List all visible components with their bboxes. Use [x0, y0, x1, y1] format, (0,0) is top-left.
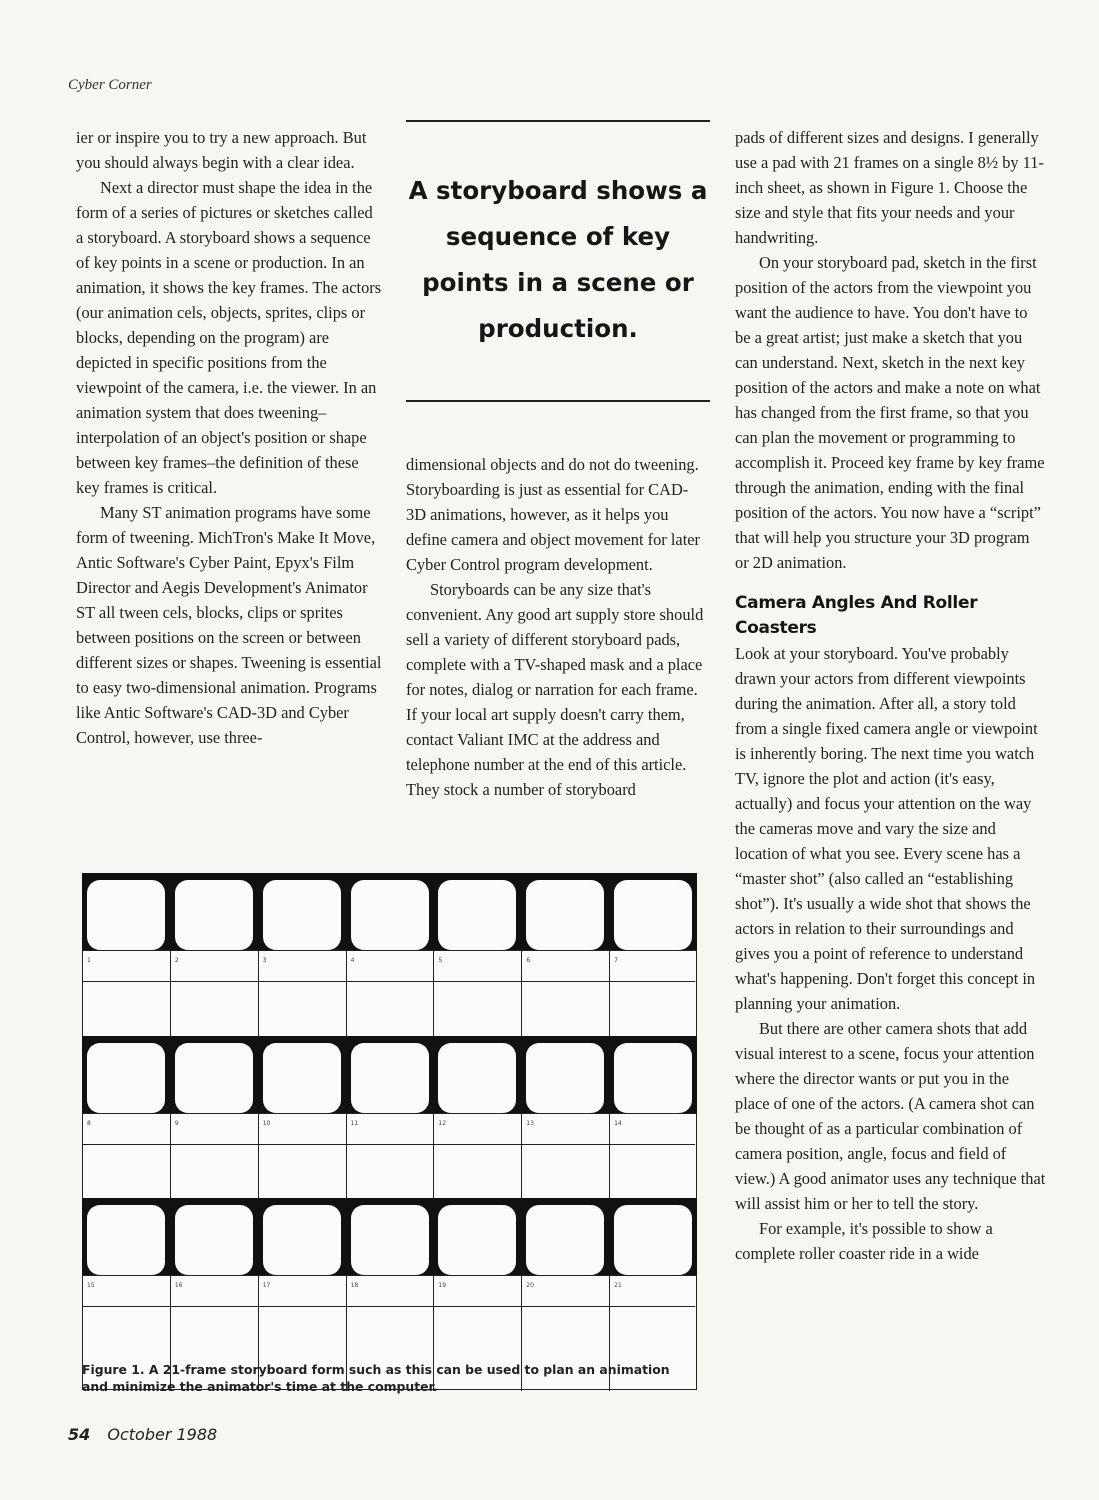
storyboard-frame [175, 1043, 253, 1113]
paragraph: ier or inspire you to try a new approach. But you should always begin with a clear idea. [76, 128, 367, 172]
storyboard-figure [82, 873, 697, 1344]
storyboard-frame [614, 1043, 692, 1113]
storyboard-frame [263, 1043, 341, 1113]
subhead: Camera Angles And Roller Coasters [735, 593, 978, 638]
storyboard-frame [351, 880, 429, 950]
storyboard-screen-row [82, 1036, 697, 1120]
pull-quote [406, 120, 710, 402]
paragraph: Next a director must shape the idea in the form of a series of pictures or sketches called a storyboard. A storyboard shows a sequence of key points in a scene or production. In an animation, it shows the key frames. The actors (our animation cels, objects, sprites, clips or blocks, depending on the program) are depicted in specific positions from the viewpoint of the camera, i.e. the viewer. In an animation system that does tweening–interpolation of an object's position or shape between key frames–the definition of these key frames is critical. [76, 178, 382, 497]
storyboard-divider [83, 981, 695, 982]
storyboard-frame [614, 1205, 692, 1275]
storyboard-frame [263, 880, 341, 950]
storyboard-frame [175, 880, 253, 950]
paragraph: But there are other camera shots that add visual interest to a scene, focus your attention where the director wants or put you in the place of one of the actors. (A camera shot can be thought of as a particular combination of camera position, angle, focus and field of view.) A good animator uses any technique that will assist him or her to tell the story. [735, 1019, 1046, 1213]
storyboard-frame [351, 1043, 429, 1113]
storyboard-frame-number: 9 [174, 1120, 179, 1127]
storyboard-frame [614, 880, 692, 950]
storyboard-frame [526, 1043, 604, 1113]
running-head: Cyber Corner [68, 77, 152, 93]
storyboard-frame [87, 1205, 165, 1275]
paragraph: pads of different sizes and designs. I generally use a pad with 21 frames on a single 8½ by 11-inch sheet, as shown in Figure 1. Choose the size and style that fits your needs and your handwriting. [735, 128, 1044, 247]
storyboard-frame [438, 1043, 516, 1113]
storyboard-frame-number: 20 [526, 1282, 534, 1289]
storyboard-divider [83, 1144, 695, 1145]
pull-quote-top-rule [406, 120, 710, 122]
storyboard-frame-number: 17 [262, 1282, 271, 1289]
storyboard-frame-number: 11 [350, 1120, 359, 1127]
storyboard-frame-number: 15 [87, 1282, 95, 1289]
paragraph: On your storyboard pad, sketch in the first position of the actors from the viewpoint you want the audience to have. You don't have to be a great artist; just make a sketch that you can understand. Next, sketch in the next key position of the actors and make a note on what has changed from the first frame, so that you can plan the movement or programming to accomplish it. Proceed key frame by key frame through the animation, ending with the final position of the actors. You now have a “script” that will help you structure your 3D program or 2D animation. [735, 253, 1045, 572]
storyboard-screen-row [82, 1198, 697, 1282]
pull-quote-text: A storyboard shows a sequence of key points in a scene or production. [408, 176, 708, 343]
storyboard-frame [263, 1205, 341, 1275]
storyboard-frame-number: 21 [614, 1282, 622, 1289]
storyboard-frame-number: 19 [438, 1282, 447, 1289]
storyboard-frame [175, 1205, 253, 1275]
paragraph: Storyboards can be any size that's convenient. Any good art supply store should sell a variety of different storyboard pads, complete with a TV-shaped mask and a place for notes, dialog or narration for each frame. If your local art supply doesn't carry them, contact Valiant IMC at the address and telephone number at the end of this article. They stock a number of storyboard [406, 580, 704, 799]
column-3 [735, 125, 1047, 1266]
storyboard-frame-number: 5 [438, 957, 443, 964]
storyboard-frame-number: 8 [87, 1120, 91, 1127]
storyboard-frame [87, 880, 165, 950]
storyboard-frame [526, 880, 604, 950]
paragraph: For example, it's possible to show a complete roller coaster ride in a wide [735, 1219, 993, 1263]
storyboard-frame-number: 2 [174, 957, 179, 964]
storyboard-frame [526, 1205, 604, 1275]
storyboard-frame-number: 3 [262, 957, 267, 964]
storyboard-frame-number: 4 [350, 957, 355, 964]
storyboard-screen-row [82, 873, 697, 957]
paragraph: dimensional objects and do not do tweening. Storyboarding is just as essential for CAD-3D animations, however, as it helps you define camera and object movement for later Cyber Control program development. [406, 455, 700, 574]
storyboard-frame [438, 880, 516, 950]
folio [68, 1425, 217, 1444]
paragraph: Look at your storyboard. You've probably drawn your actors from different viewpoints during the animation. After all, a story told from a single fixed camera angle or viewpoint is inherently boring. The next time you watch TV, ignore the plot and action (it's easy, actually) and focus your attention on the way the cameras move and vary the size and location of what you see. Every scene has a “master shot” (also called an “establishing shot”). It's usually a wide shot that shows the actors in relation to their surroundings and gives you a point of reference to understand what's happening. Don't forget this concept in planning your animation. [735, 644, 1038, 1013]
page-number: 54 [68, 1425, 91, 1444]
column-2 [406, 452, 706, 802]
storyboard-frame-number: 13 [526, 1120, 534, 1127]
paragraph: Many ST animation programs have some form of tweening. MichTron's Make It Move, Antic Software's Cyber Paint, Epyx's Film Director and Aegis Development's Animator ST all tween cels, blocks, clips or sprites between positions on the screen or between different sizes or shapes. Tweening is essential to easy two-dimensional animation. Programs like Antic Software's CAD-3D and Cyber Control, however, use three- [76, 503, 382, 747]
figure-caption: Figure 1. A 21-frame storyboard form such as this can be used to plan an animation and minimize the animator's time at the computer. [82, 1362, 670, 1394]
storyboard-frame-number: 12 [438, 1120, 447, 1127]
column-1 [76, 125, 384, 750]
storyboard-frame [438, 1205, 516, 1275]
issue-date: October 1988 [107, 1425, 218, 1444]
pull-quote-bottom-rule [406, 400, 710, 402]
storyboard-frame-number: 1 [87, 957, 91, 964]
storyboard-frame-number: 7 [614, 957, 618, 964]
storyboard-frame-number: 14 [614, 1120, 622, 1127]
storyboard-frame-number: 18 [350, 1282, 359, 1289]
storyboard-frame [351, 1205, 429, 1275]
storyboard-frame-number: 16 [174, 1282, 183, 1289]
storyboard-frame-number: 10 [262, 1120, 271, 1127]
storyboard-divider [83, 1306, 695, 1307]
storyboard-frame [87, 1043, 165, 1113]
storyboard-frame-number: 6 [526, 957, 531, 964]
